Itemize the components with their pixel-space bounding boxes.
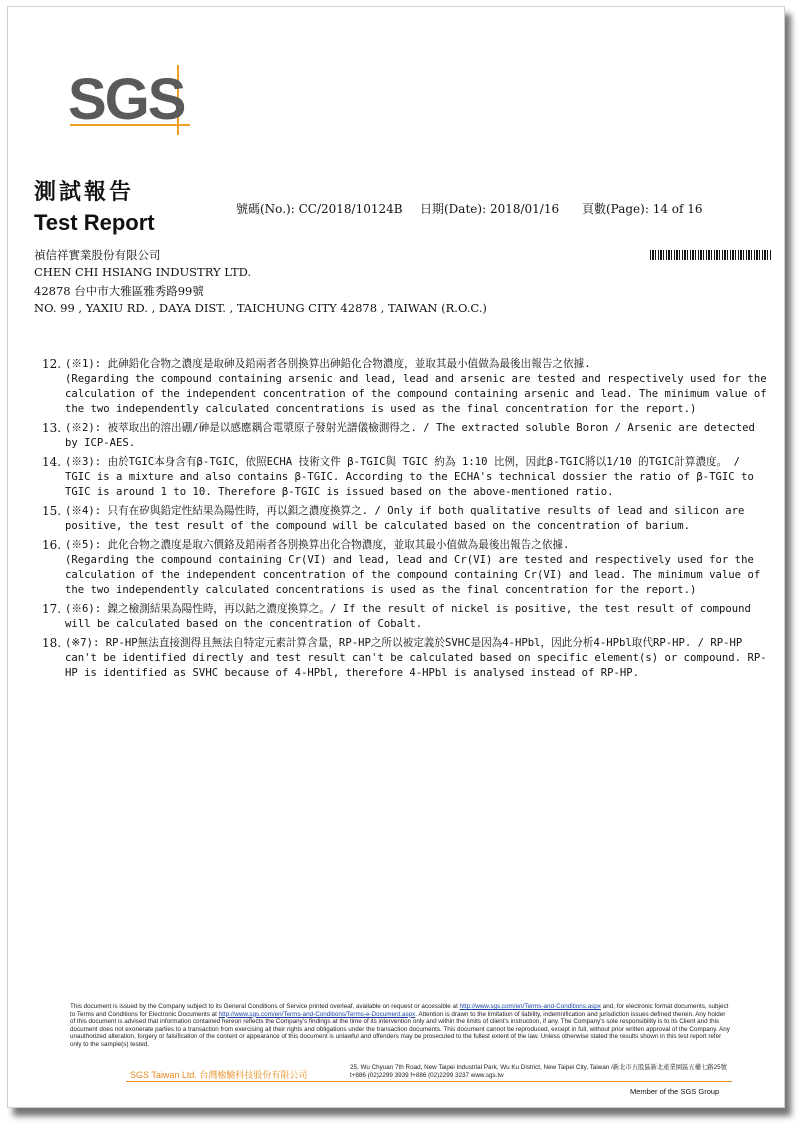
note-item [42,538,768,598]
client-name-cn: 禎信祥實業股份有限公司 [34,248,161,262]
barcode [650,250,772,260]
e-document-terms-link[interactable]: http://www.sgs.com/en/Terms-and-Conditions/Terms-e-Document.aspx [218,1010,416,1018]
note-text [65,455,768,500]
report-date [420,200,559,217]
member-of-sgs-group: Member of the SGS Group [630,1087,720,1096]
logo-lettering: SGS [68,67,185,132]
date-label: 日期(Date): [420,202,487,216]
note-line: (※5): 此化合物之濃度是取六價鉻及鉛兩者各別換算出化合物濃度，並取其最小值做為最後出報告之依據. [65,539,570,551]
page-value: 14 of 16 [652,202,703,216]
date-value: 2018/01/16 [489,202,560,216]
sgs-taiwan-company: SGS Taiwan Ltd. 台灣檢驗科技股份有限公司 [130,1070,308,1080]
report-page [7,6,785,1108]
note-line: (Regarding the compound containing arsenic and lead, lead and arsenic are tested and respectively used for the calculation of the independent concentration of the compound containing arsenic and lead. The minimum value of the two independently calculated concentrations is used as the final concentration for the report.) [65,373,767,415]
note-line: (※7): RP-HP無法直接測得且無法自特定元素計算含量，RP-HP之所以被定義於SVHC是因為4-HPbl，因此分析4-HPbl取代RP-HP. / RP-HP can't be identified directly and test result can't be calculated based on specific element(s) or compound. RP-HP is identified as SVHC because of 4-HPbl, therefore 4-HPbl is analysed instead of RP-HP. [65,637,767,679]
notes-list [42,357,768,685]
note-number: 12. [42,357,62,371]
footer-disclaimer [70,1003,732,1049]
terms-link[interactable]: http://www.sgs.com/en/Terms-and-Conditions.aspx [459,1003,601,1010]
company-address [350,1064,727,1080]
disclaimer-part-2: and, for electronic format documents, subject to Terms and Conditions for Electronic Documents at [70,1003,729,1018]
note-number: 17. [42,602,62,616]
report-number [236,200,403,217]
note-text [65,602,768,632]
phone-line: t+886 (02)2299 3939 f+886 (02)2299 3237 www.sgs.tw [350,1072,504,1079]
note-number: 14. [42,455,62,469]
note-item [42,421,768,451]
note-item [42,602,768,632]
note-number: 13. [42,421,62,435]
disclaimer-part-3: . Attention is drawn to the limitation of liability, indemnification and jurisdiction issues defined therein. Any holder of this document is advised that information contained hereon reflects the Company's findings at the time of its intervention only and within the limits of client's instruction, if any. The Company's sole responsibility is to its Client and this document does not exonerate parties to a transaction from exercising all their rights and obligations under the transaction documents. This document cannot be reproduced, except in full, without prior written approval of the Company. Any unauthorized alteration, forgery or falsification of the content or appearance of this document is unlawful and offenders may be prosecuted to the fullest extent of the law. Unless otherwise stated the results shown in this test report refer only to the sample(s) tested. [70,1010,730,1048]
note-number: 18. [42,636,62,650]
report-no-label: 號碼(No.): [236,202,295,216]
note-line: (※4): 只有在矽與鉛定性結果為陽性時，再以鋇之濃度換算之. / Only if both qualitative results of lead and silicon are positive, the test result of the compound will be calculated based on the concentration of barium. [65,505,745,532]
footer-divider [126,1081,732,1082]
page-number [582,200,703,217]
report-no-value: CC/2018/10124B [298,202,403,216]
note-line: (※2): 被萃取出的溶出硼/砷是以感應耦合電漿原子發射光譜儀檢測得之. / The extracted soluble Boron / Arsenic are detected by ICP-AES. [65,422,755,449]
title-chinese: 測試報告 [34,179,135,205]
note-text [65,421,768,451]
client-address-cn: 42878 台中市大雅區雅秀路99號 [34,284,204,298]
note-line: (※6): 鎳之檢測結果為陽性時，再以鈷之濃度換算之。/ If the result of nickel is positive, the test result of compound will be calculated based on the concentration of Cobalt. [65,603,751,630]
note-text [65,538,768,598]
note-item [42,455,768,500]
note-line: (Regarding the compound containing Cr(VI) and lead, lead and Cr(VI) are tested and respectively used for the calculation of the independent concentration of the compound containing Cr(VI) and lead. The minimum value of the two independently calculated concentrations is used as the final concentration for the report.) [65,554,761,596]
note-item [42,636,768,681]
page-label: 頁數(Page): [582,202,649,216]
disclaimer-part-1: This document is issued by the Company subject to its General Conditions of Service printed overleaf, available on request or accessible at [70,1003,458,1010]
sgs-logo [66,59,191,137]
title-english: Test Report [34,210,155,235]
address-line: 25, Wu Chyuan 7th Road, New Taipei Industrial Park, Wu Ku District, New Taipei City, Taiwan /新北市五股區新北產業園區五權七路25號 [350,1064,727,1071]
client-name-en: CHEN CHI HSIANG INDUSTRY LTD. [34,265,252,279]
note-number: 16. [42,538,62,552]
note-line: (※3): 由於TGIC本身含有β-TGIC，依照ECHA 技術文件 β-TGIC與 TGIC 約為 1:10 比例，因此β-TGIC將以1/10 的TGIC計算濃度。 / TGIC is a mixture and also contains β-TGIC. According to the ECHA's technical dossier the ratio of β-TGIC to TGIC is around 1 to 10. Therefore β-TGIC is issued based on the above-mentioned ratio. [65,456,754,498]
note-item [42,504,768,534]
note-number: 15. [42,504,62,518]
client-address-en: NO. 99 , YAXIU RD. , DAYA DIST. , TAICHUNG CITY 42878 , TAIWAN (R.O.C.) [34,301,487,315]
note-item [42,357,768,417]
note-line: (※1): 此砷鉛化合物之濃度是取砷及鉛兩者各別換算出砷鉛化合物濃度，並取其最小值做為最後出報告之依據. [65,358,591,370]
note-text [65,504,768,534]
note-text [65,636,768,681]
note-text [65,357,768,417]
